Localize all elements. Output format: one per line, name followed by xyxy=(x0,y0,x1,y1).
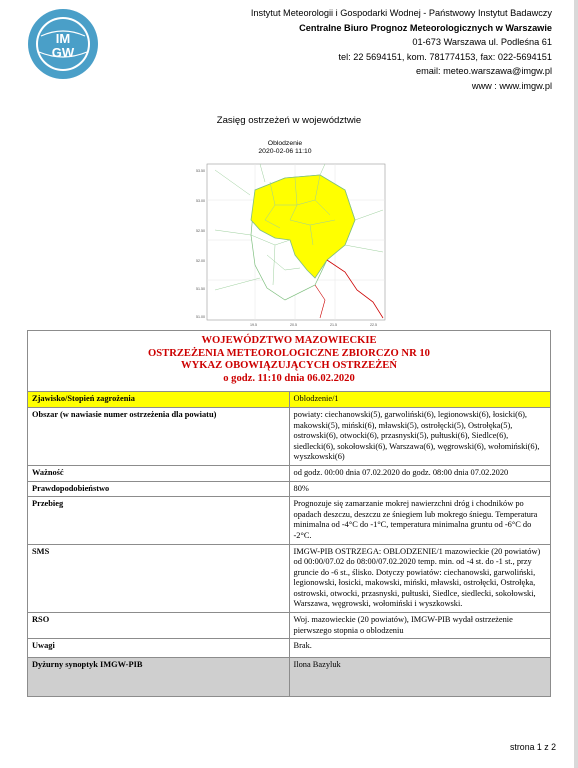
phone: tel: 22 5694151, kom. 781774153, fax: 022-5694151 xyxy=(338,51,552,62)
address: 01-673 Warszawa ul. Podleśna 61 xyxy=(412,37,552,48)
row-value: od godz. 00:00 dnia 07.02.2020 do godz. 08:00 dnia 07.02.2020 xyxy=(289,465,551,481)
warning-map xyxy=(195,160,395,330)
x-tick-2: 21.5 xyxy=(330,323,337,327)
y-tick-2: 52.50 xyxy=(196,229,205,233)
table-row xyxy=(28,658,551,697)
table-row xyxy=(28,613,551,639)
row-value: Ilona Bazyluk xyxy=(289,658,551,697)
table-row xyxy=(28,392,551,408)
row-value: 80% xyxy=(289,481,551,497)
table-row xyxy=(28,407,551,465)
warning-table xyxy=(27,330,551,697)
imgw-logo xyxy=(27,8,99,80)
row-label: Prawdopodobieństwo xyxy=(28,481,290,497)
row-value: powiaty: ciechanowski(5), garwoliński(6), legionowski(6), łosicki(6), makowski(5), miński(6), mławski(5), ostrołęcki(5), Ostrołęka(5), ostrowski(6), otwocki(6), przasnyski(5), pułtuski(6), Siedlce(6), siedlecki(6), sokołowski(6), Warszawa(6), węgrowski(6), wołomiński(6), wyszkowski(6) xyxy=(289,407,551,465)
row-value: Prognozuje się zamarzanie mokrej nawierzchni dróg i chodników po opadach deszczu, deszczu ze śniegiem lub mokrego śniegu. Temperatura minimalna od -4°C do -1°C, temperatura minimalna gruntu od -6°C do -2°C. xyxy=(289,497,551,544)
logo-text-bottom: GW xyxy=(51,45,75,60)
x-tick-1: 20.5 xyxy=(290,323,297,327)
table-row xyxy=(28,544,551,613)
row-label: Ważność xyxy=(28,465,290,481)
row-label: Dyżurny synoptyk IMGW-PIB xyxy=(28,658,290,697)
title-voivodeship: WOJEWÓDZTWO MAZOWIECKIE xyxy=(201,335,377,346)
y-tick-1: 53.00 xyxy=(196,199,205,203)
table-row xyxy=(28,481,551,497)
y-tick-5: 51.00 xyxy=(196,315,205,319)
x-tick-0: 19.5 xyxy=(250,323,257,327)
map-caption-phenomenon: Oblodzenie xyxy=(267,140,303,147)
x-tick-3: 22.5 xyxy=(370,323,377,327)
row-value: Woj. mazowieckie (20 powiatów), IMGW-PIB wydał ostrzeżenie pierwszego stopnia o oblodzeniu xyxy=(289,613,551,639)
table-row xyxy=(28,465,551,481)
row-value: Brak. xyxy=(289,639,551,658)
row-value: Oblodzenie/1 xyxy=(289,392,551,408)
title-bulletin: OSTRZEŻENIA METEOROLOGICZNE ZBIORCZO NR 10 xyxy=(148,347,430,359)
row-label: Obszar (w nawiasie numer ostrzeżenia dla powiatu) xyxy=(28,407,290,465)
row-label: Uwagi xyxy=(28,639,290,658)
y-tick-4: 51.50 xyxy=(196,287,205,291)
office-name: Centralne Biuro Prognoz Meteorologicznych w Warszawie xyxy=(299,22,552,33)
email: email: meteo.warszawa@imgw.pl xyxy=(416,66,552,77)
map-caption-datetime: 2020-02-06 11:10 xyxy=(258,148,312,155)
row-label: Przebieg xyxy=(28,497,290,544)
y-tick-0: 53.50 xyxy=(196,169,205,173)
row-value: IMGW-PIB OSTRZEGA: OBLODZENIE/1 mazowieckie (20 powiatów) od 00:00/07.02 do 08:00/07.02.2020 temp. min. od -4 st. do -1 st., przy gruncie do -6 st., ślisko. Dotyczy powiatów: ciechanowski, garwoliński, legionowski, łosicki, makowski, miński, mławski, ostrołęcki, Ostrołęka, ostrowski, otwocki, przasnyski, pułtuski, Siedlce, siedlecki, sokołowski, Warszawa, węgrowski, wołomiński i wyszkowski. xyxy=(289,544,551,613)
table-row xyxy=(28,497,551,544)
logo-text-top: IM xyxy=(55,31,71,46)
website: www : www.imgw.pl xyxy=(471,80,552,91)
y-tick-3: 52.00 xyxy=(196,259,205,263)
title-issue-time: o godz. 11:10 dnia 06.02.2020 xyxy=(223,372,355,384)
row-label: SMS xyxy=(28,544,290,613)
map-caption xyxy=(225,140,345,156)
warning-table-title xyxy=(28,331,551,392)
institute-name: Instytut Meteorologii i Gospodarki Wodnej - Państwowy Instytut Badawczy xyxy=(250,8,552,18)
row-label: RSO xyxy=(28,613,290,639)
section-title: Zasięg ostrzeżeń w województwie xyxy=(216,115,362,126)
institute-header xyxy=(251,6,552,94)
page-number: strona 1 z 2 xyxy=(510,742,556,752)
table-row xyxy=(28,639,551,658)
title-list: WYKAZ OBOWIĄZUJĄCYCH OSTRZEŻEŃ xyxy=(180,360,398,372)
row-label: Zjawisko/Stopień zagrożenia xyxy=(28,392,290,408)
